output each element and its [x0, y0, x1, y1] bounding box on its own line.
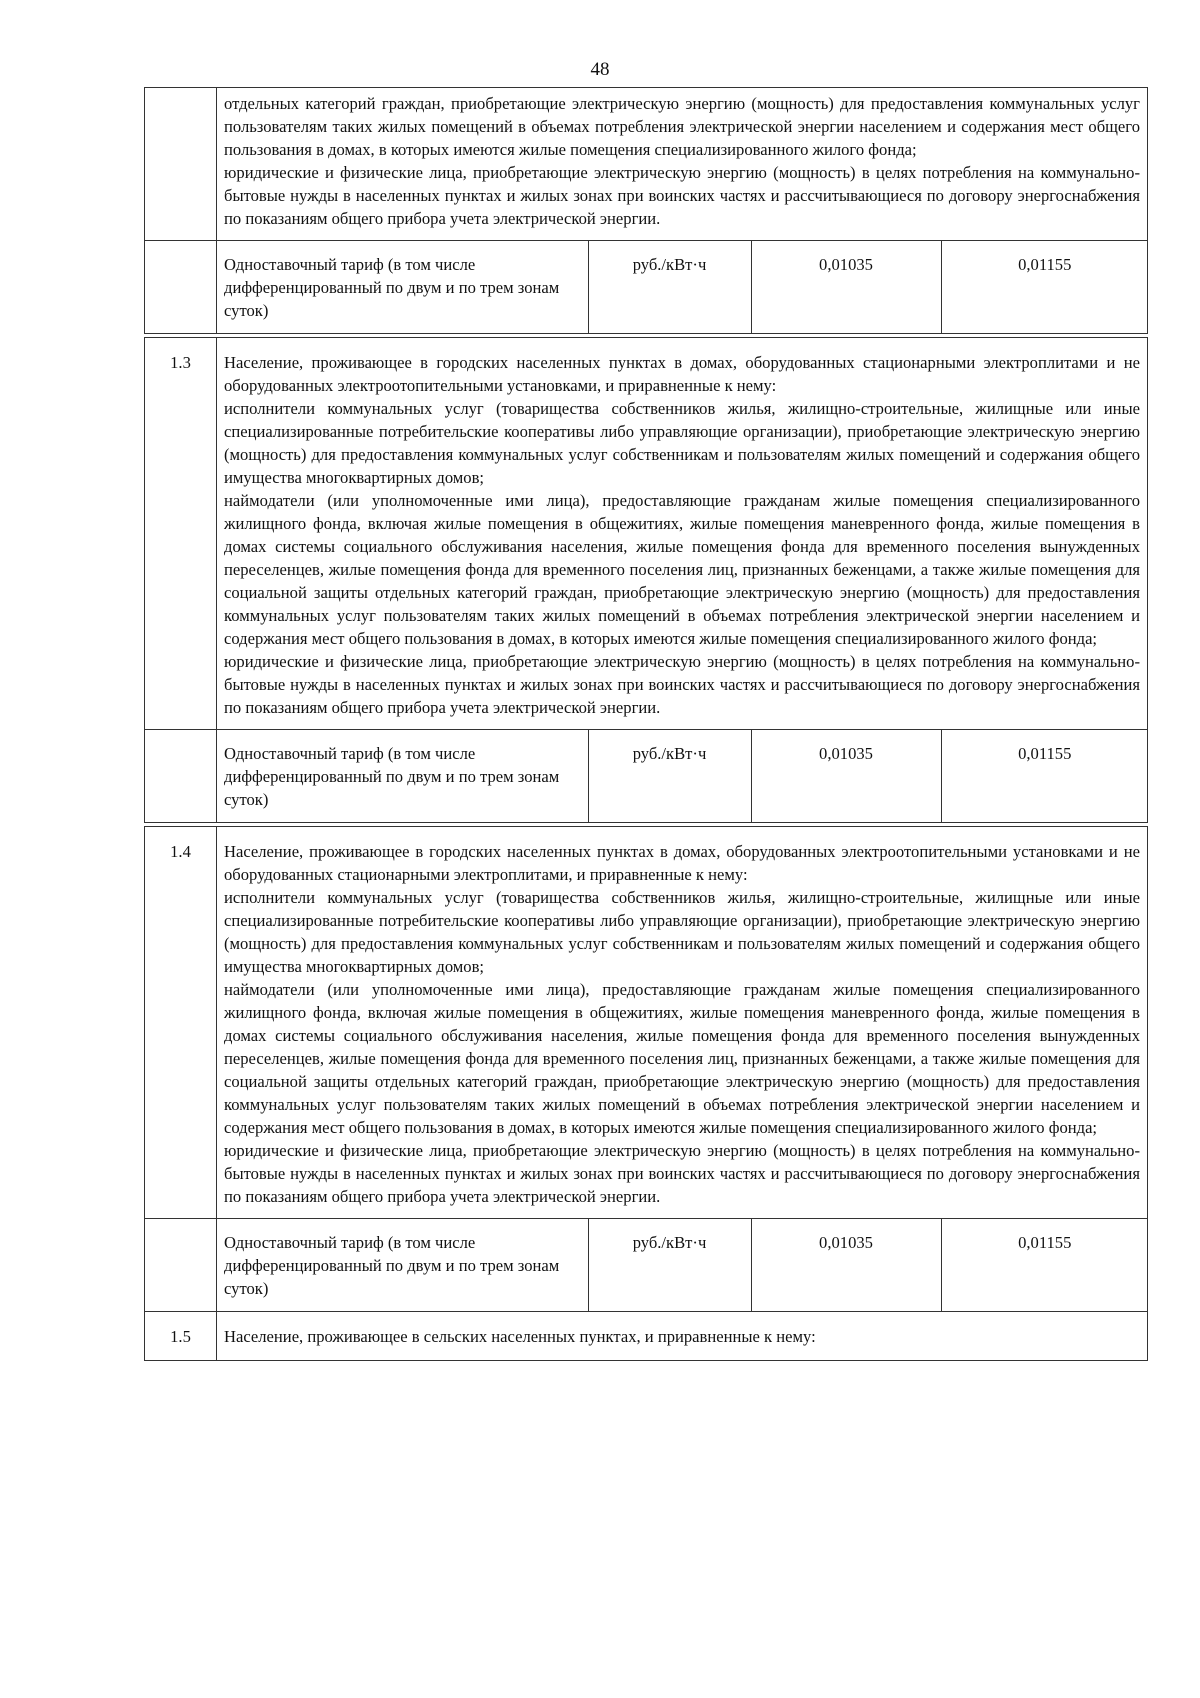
section-1-5: [145, 1312, 1148, 1361]
paragraph: отдельных категорий граждан, приобретающие электрическую энергию (мощность) для предоставления коммунальных услуг пользователям таких жилых помещений в объемах потребления электрической энергии населением и содержания мест общего пользования в домах, в которых имеются жилые помещения специализированного жилого фонда;: [224, 94, 1140, 159]
page-number: 48: [590, 59, 610, 80]
section-continued: [145, 88, 1148, 241]
section-number: 1.5: [145, 1312, 217, 1361]
section-number-cell: [145, 241, 217, 334]
paragraph: исполнители коммунальных услуг (товарищества собственников жилья, жилищно-строительные, жилищные или иные специализированные потребительские кооперативы либо управляющие организации), приобретающие электрическую энергию (мощность) для предоставления коммунальных услуг собственникам и пользователям жилых помещений и содержания общего имущества многоквартирных домов;: [224, 399, 1140, 487]
section-description: [217, 827, 1148, 1219]
paragraph: юридические и физические лица, приобретающие электрическую энергию (мощность) в целях потребления на коммунально-бытовые нужды в населенных пунктах и жилых зонах при воинских частях и рассчитывающиеся по договору энергоснабжения по показаниям общего прибора учета электрической энергии.: [224, 652, 1140, 717]
tariff-row: [145, 241, 1148, 334]
tariff-row: [145, 1219, 1148, 1312]
paragraph: Население, проживающее в городских населенных пунктах в домах, оборудованных электроотопительными установками и не оборудованных стационарными электроплитами, и приравненные к нему:: [224, 842, 1140, 884]
tariff-unit: руб./кВт·ч: [588, 1219, 751, 1311]
tariff-value-2: 0,01155: [1018, 744, 1072, 763]
tariff-value-2: 0,01155: [1018, 1233, 1072, 1252]
paragraph: исполнители коммунальных услуг (товарищества собственников жилья, жилищно-строительные, жилищные или иные специализированные потребительские кооперативы либо управляющие организации), приобретающие электрическую энергию (мощность) для предоставления коммунальных услуг собственникам и пользователям жилых помещений и содержания общего имущества многоквартирных домов;: [224, 888, 1140, 976]
paragraph: Население, проживающее в городских населенных пунктах в домах, оборудованных стационарными электроплитами и не оборудованных электроотопительными установками, и приравненные к нему:: [224, 353, 1140, 395]
tariff-table: [144, 87, 1148, 1361]
tariff-name: Одноставочный тариф (в том числе дифференцированный по двум и по трем зонам суток): [217, 730, 588, 822]
section-number-cell: [145, 1219, 217, 1312]
tariff-value-1: 0,01035: [751, 1219, 941, 1311]
section-number: 1.3: [145, 338, 217, 730]
section-number: 1.4: [145, 827, 217, 1219]
section-1-4: [145, 827, 1148, 1219]
section-description: Население, проживающее в сельских населенных пунктах, и приравненные к нему:: [217, 1312, 1148, 1361]
tariff-value-2: 0,01155: [1018, 255, 1072, 274]
tariff-value-1: 0,01035: [751, 241, 941, 333]
section-number-cell: [145, 88, 217, 241]
tariff-unit: руб./кВт·ч: [588, 730, 751, 822]
paragraph: наймодатели (или уполномоченные ими лица), предоставляющие гражданам жилые помещения специализированного жилищного фонда, включая жилые помещения в общежитиях, жилые помещения маневренного фонда, жилые помещения в домах системы социального обслуживания населения, жилые помещения фонда для временного поселения вынужденных переселенцев, жилые помещения фонда для временного поселения лиц, признанных беженцами, а также жилые помещения для социальной защиты отдельных категорий граждан, приобретающие электрическую энергию (мощность) для предоставления коммунальных услуг пользователям таких жилых помещений в объемах потребления электрической энергии населением и содержания мест общего пользования в домах, в которых имеются жилые помещения специализированного жилого фонда;: [224, 980, 1140, 1137]
paragraph: юридические и физические лица, приобретающие электрическую энергию (мощность) в целях потребления на коммунально-бытовые нужды в населенных пунктах и жилых зонах при воинских частях и рассчитывающиеся по договору энергоснабжения по показаниям общего прибора учета электрической энергии.: [224, 163, 1140, 228]
section-number-cell: [145, 730, 217, 823]
tariff-row: [145, 730, 1148, 823]
tariff-name: Одноставочный тариф (в том числе дифференцированный по двум и по трем зонам суток): [217, 1219, 588, 1311]
section-1-3: [145, 338, 1148, 730]
paragraph: юридические и физические лица, приобретающие электрическую энергию (мощность) в целях потребления на коммунально-бытовые нужды в населенных пунктах и жилых зонах при воинских частях и рассчитывающиеся по договору энергоснабжения по показаниям общего прибора учета электрической энергии.: [224, 1141, 1140, 1206]
section-description: [217, 88, 1148, 241]
tariff-value-1: 0,01035: [751, 730, 941, 822]
tariff-unit: руб./кВт·ч: [588, 241, 751, 333]
tariff-name: Одноставочный тариф (в том числе дифференцированный по двум и по трем зонам суток): [217, 241, 588, 333]
section-description: [217, 338, 1148, 730]
paragraph: наймодатели (или уполномоченные ими лица), предоставляющие гражданам жилые помещения специализированного жилищного фонда, включая жилые помещения в общежитиях, жилые помещения маневренного фонда, жилые помещения в домах системы социального обслуживания населения, жилые помещения фонда для временного поселения вынужденных переселенцев, жилые помещения фонда для временного поселения лиц, признанных беженцами, а также жилые помещения для социальной защиты отдельных категорий граждан, приобретающие электрическую энергию (мощность) для предоставления коммунальных услуг пользователям таких жилых помещений в объемах потребления электрической энергии населением и содержания мест общего пользования в домах, в которых имеются жилые помещения специализированного жилого фонда;: [224, 491, 1140, 648]
